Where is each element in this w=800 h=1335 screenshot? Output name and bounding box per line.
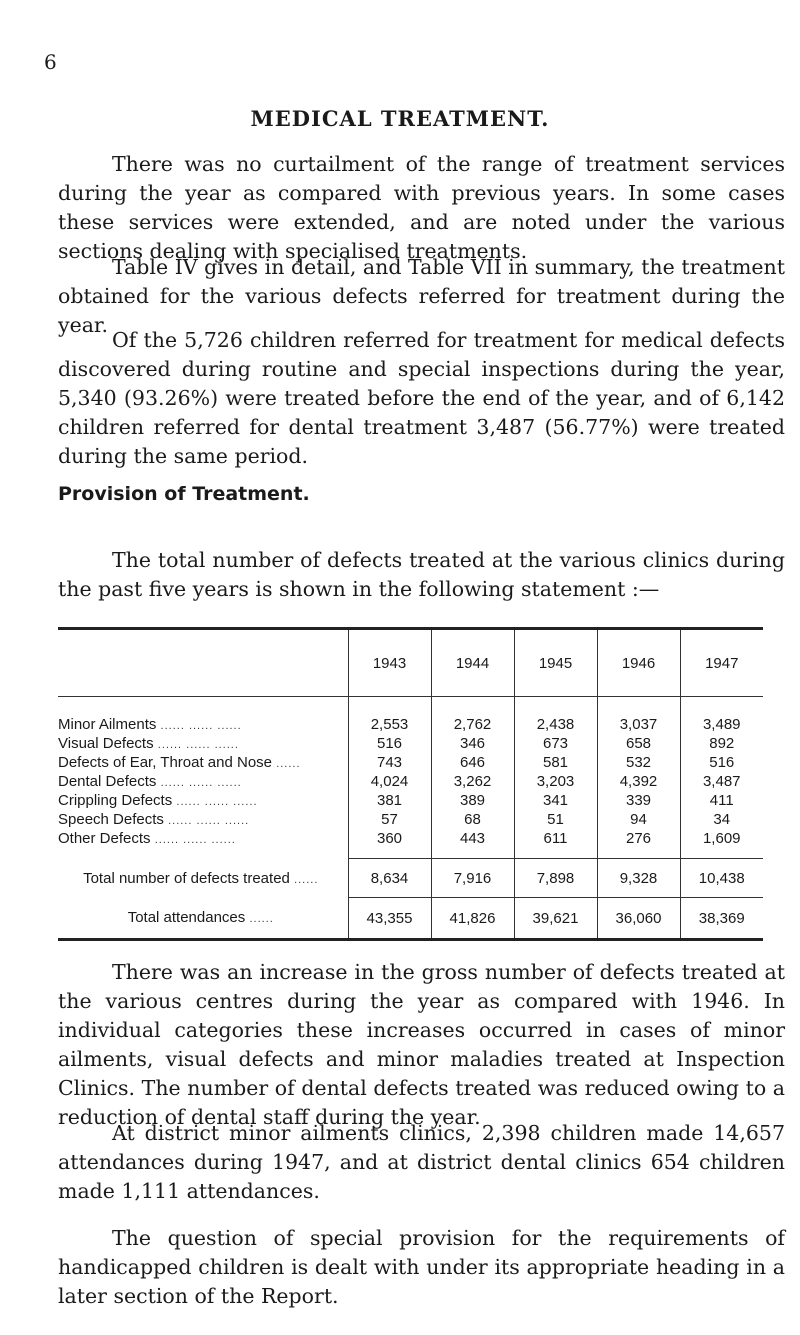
paragraph-referrals: Of the 5,726 children referred for treatment for medical defects discovered during routine and special inspections during the year, 5,340 (93.26%) were treated before the end of the year, and of 6,142 children referred for dental treatment 3,487 (56.77%) were treated during the same period. [58,328,785,468]
cell-value: 4,024 [348,772,431,791]
cell-value: 276 [597,829,680,859]
cell-value: 360 [348,829,431,859]
section-heading: Provision of Treatment. [58,483,310,505]
paragraph-table-intro: The total number of defects treated at the various clinics during the past five years is shown in the following statement :— [58,548,785,601]
cell-value: 411 [680,791,763,810]
table-row [58,772,763,791]
page-number: 6 [44,50,57,74]
cell-value: 94 [597,810,680,829]
row-label: Minor Ailments ...... ...... ...... [58,716,242,733]
cell-value: 532 [597,753,680,772]
cell-value: 658 [597,734,680,753]
cell-value: 36,060 [597,898,680,940]
cell-value: 389 [431,791,514,810]
cell-value: 7,916 [431,859,514,898]
cell-value: 516 [348,734,431,753]
cell-value: 743 [348,753,431,772]
paragraph-tables: Table IV gives in detail, and Table VII in summary, the treatment obtained for the various defects referred for treatment during the year. [58,255,785,337]
cell-value: 8,634 [348,859,431,898]
table-header-row [58,630,763,697]
cell-value: 7,898 [514,859,597,898]
cell-value: 2,553 [348,697,431,735]
table-row [58,753,763,772]
table-row [58,810,763,829]
cell-value: 10,438 [680,859,763,898]
defects-table [58,627,763,941]
cell-value: 3,489 [680,697,763,735]
paragraph-special-provision: The question of special provision for the requirements of handicapped children is dealt with under its appropriate heading in a later section of the Report. [58,1226,785,1308]
header-year: 1946 [597,630,680,697]
row-label: Other Defects ...... ...... ...... [58,830,236,848]
cell-value: 3,037 [597,697,680,735]
row-label: Dental Defects ...... ...... ...... [58,773,242,790]
page-title: MEDICAL TREATMENT. [250,106,550,131]
header-year: 1943 [348,630,431,697]
table-row [58,791,763,810]
header-year: 1944 [431,630,514,697]
cell-value: 4,392 [597,772,680,791]
total-defects-row [58,859,763,898]
cell-value: 346 [431,734,514,753]
header-year: 1945 [514,630,597,697]
paragraph-district-clinics: At district minor ailments clinics, 2,398 children made 14,657 attendances during 1947, and at district dental clinics 654 children made 1,111 attendances. [58,1121,785,1203]
cell-value: 2,762 [431,697,514,735]
row-label: Total number of defects treated ...... [83,869,319,887]
cell-value: 51 [514,810,597,829]
cell-value: 341 [514,791,597,810]
table-row [58,697,763,735]
paragraph-intro: There was no curtailment of the range of treatment services during the year as compared with previous years. In some cases these services were extended, and are noted under the various sections dealing with specialised treatments. [58,152,785,263]
cell-value: 611 [514,829,597,859]
cell-value: 38,369 [680,898,763,940]
cell-value: 9,328 [597,859,680,898]
cell-value: 3,203 [514,772,597,791]
cell-value: 892 [680,734,763,753]
cell-value: 57 [348,810,431,829]
cell-value: 3,262 [431,772,514,791]
cell-value: 339 [597,791,680,810]
cell-value: 381 [348,791,431,810]
row-label: Visual Defects ...... ...... ...... [58,735,239,752]
cell-value: 443 [431,829,514,859]
cell-value: 2,438 [514,697,597,735]
cell-value: 581 [514,753,597,772]
cell-value: 39,621 [514,898,597,940]
cell-value: 68 [431,810,514,829]
cell-value: 34 [680,810,763,829]
cell-value: 3,487 [680,772,763,791]
table-row [58,734,763,753]
cell-value: 673 [514,734,597,753]
cell-value: 43,355 [348,898,431,940]
cell-value: 1,609 [680,829,763,859]
row-label: Defects of Ear, Throat and Nose ...... [58,754,301,771]
cell-value: 516 [680,753,763,772]
cell-value: 646 [431,753,514,772]
row-label: Crippling Defects ...... ...... ...... [58,792,258,809]
cell-value: 41,826 [431,898,514,940]
paragraph-increase: There was an increase in the gross number of defects treated at the various centres during the year as compared with 1946. In individual categories these increases occurred in cases of minor ailments, visual defects and minor maladies treated at Inspection Clinics. The number of dental defects treated was reduced owing to a reduction of dental staff during the year. [58,960,785,1129]
header-blank-cell [58,630,348,697]
total-attendances-row [58,898,763,940]
header-year: 1947 [680,630,763,697]
table-row [58,829,763,859]
row-label: Speech Defects ...... ...... ...... [58,811,250,828]
row-label: Total attendances ...... [127,909,274,927]
